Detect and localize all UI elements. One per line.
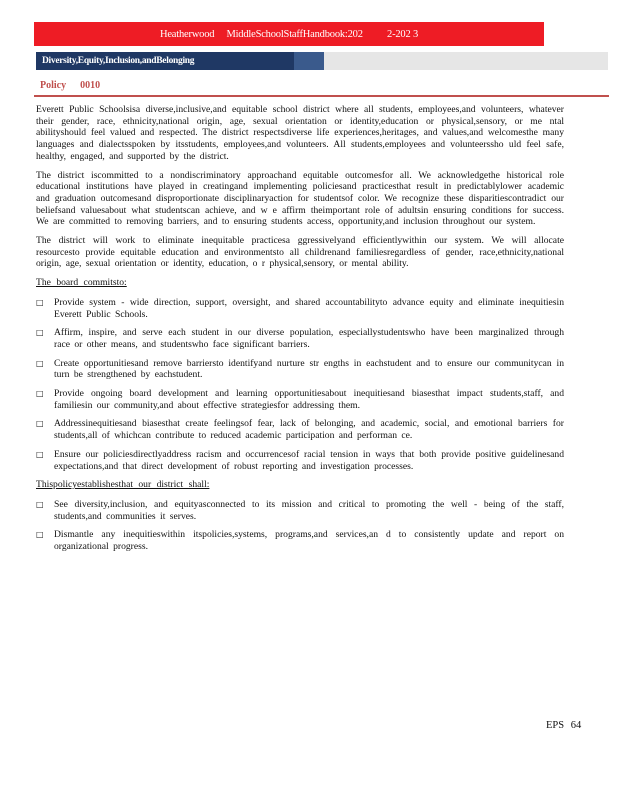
bullet-box-icon: □ — [36, 297, 44, 307]
bullet-box-icon: □ — [36, 328, 44, 338]
policy-heading — [40, 80, 100, 91]
bullet-box-icon: □ — [36, 530, 44, 540]
handbook-header-text: Heatherwood MiddleSchoolStaffHandbook:202 2-202 3 — [159, 28, 419, 40]
handbook-header-banner — [34, 22, 544, 46]
bullet-box-icon: □ — [36, 389, 44, 399]
section-title: Diversity,Equity,Inclusion,andBelonging — [36, 52, 294, 70]
resources-paragraph: The district will work to eliminate inequitable practicesa ggressivelyand efficientlywithin our system. We will allocate resourcesto provide equitable education and environmentsto all childrenand familiesregardless of gender, race,ethnicity,national origin, age, sexual orientation or identity, education, o r physical,sensory, or mental ability. — [36, 235, 564, 270]
section-title-bar — [36, 52, 608, 70]
board-commitments-heading: The board commitsto: — [36, 277, 127, 289]
bullet-text: Dismantle any inequitieswithin itspolicies,systems, programs,and services,an d to consistently update and report on organizational progress. — [54, 529, 564, 553]
district-bullet — [36, 529, 564, 552]
bullet-box-icon: □ — [36, 419, 44, 429]
bullet-text: Create opportunitiesand remove barriersto identifyand nurture str engths in eachstudent and to ensure our communitycan in turn be strengthened by eachstudent. — [54, 357, 564, 381]
bullet-text: Provide system - wide direction, support, oversight, and shared accountabilityto advance equity and eliminate inequitiesin Everett Public Schools. — [54, 296, 564, 320]
policy-divider — [34, 95, 609, 97]
board-bullet — [36, 388, 564, 411]
board-bullet — [36, 358, 564, 381]
bullet-text: Addressinequitiesand biasesthat create feelingsof fear, lack of belonging, and academic, social, and emotional barriers for students,all of whichcan contribute to reduced academic participation and performan ce. — [54, 418, 564, 442]
board-bullet — [36, 418, 564, 441]
intro-paragraph: Everett Public Schoolsisa diverse,inclusive,and equitable school district where all students, employees,and volunteers, whatever their gender, race, ethnicity,national origin, age, sexual orientation or identity,education or physical,sensory, or me ntal abilityshould feel valued and respected. The district respectsdiverse life experiences,heritages, and values,and welcomesthe many languages and dialectsspoken by itsstudents, employees,and volunteers. All students,employees and volunteerssho uld feel safe, healthy, engaged, and supported by the district. — [36, 104, 564, 162]
policy-number: 0010 — [80, 80, 101, 91]
commitment-paragraph: The district iscommitted to a nondiscriminatory approachand equitable outcomesfor all. We acknowledgethe historical role educational institutions have played in creatingand implementing policiesand practicesthat result in predictablylower academic and graduation outcomesand disproportionate disciplinaryaction for studentsof color. We recognize these disparitiescontradict our beliefsand valuesabout what studentscan achieve, and w e affirm theimportant role of adultsin ensuring conditions for success. We are committed to removing barriers, and to ensuring students access, opportunity,and inclusion throughout our system. — [36, 169, 564, 228]
page-number: EPS 64 — [546, 720, 582, 731]
section-bar-accent — [294, 52, 324, 70]
policy-body — [36, 104, 564, 560]
district-bullet — [36, 499, 564, 522]
bullet-box-icon: □ — [36, 358, 44, 368]
bullet-text: Provide ongoing board development and learning opportunitiesabout inequitiesand biasesthat impact students,staff, and familiesin our community,and about effective strategiesfor addressing them. — [54, 388, 564, 411]
bullet-box-icon: □ — [36, 449, 44, 459]
bullet-text: See diversity,inclusion, and equityasconnected to its mission and critical to promoting the well - being of the staff, students,and communities it serves. — [54, 498, 564, 522]
policy-label: Policy — [40, 80, 67, 91]
bullet-text: Ensure our policiesdirectlyaddress racism and occurrencesof racial tension in ways that both provide positive guidelinesand expectations,and that direct development of robust reporting and investigation processes. — [54, 448, 564, 472]
board-bullet — [36, 297, 564, 320]
board-bullet — [36, 327, 564, 350]
bullet-box-icon: □ — [36, 499, 44, 509]
policy-establishes-heading: Thispolicyestablishesthat our district shall: — [36, 479, 210, 491]
bullet-text: Affirm, inspire, and serve each student in our diverse population, especiallystudentswho have been marginalized through race or other means, and studentswho face significant barriers. — [54, 327, 564, 350]
board-bullet — [36, 449, 564, 472]
